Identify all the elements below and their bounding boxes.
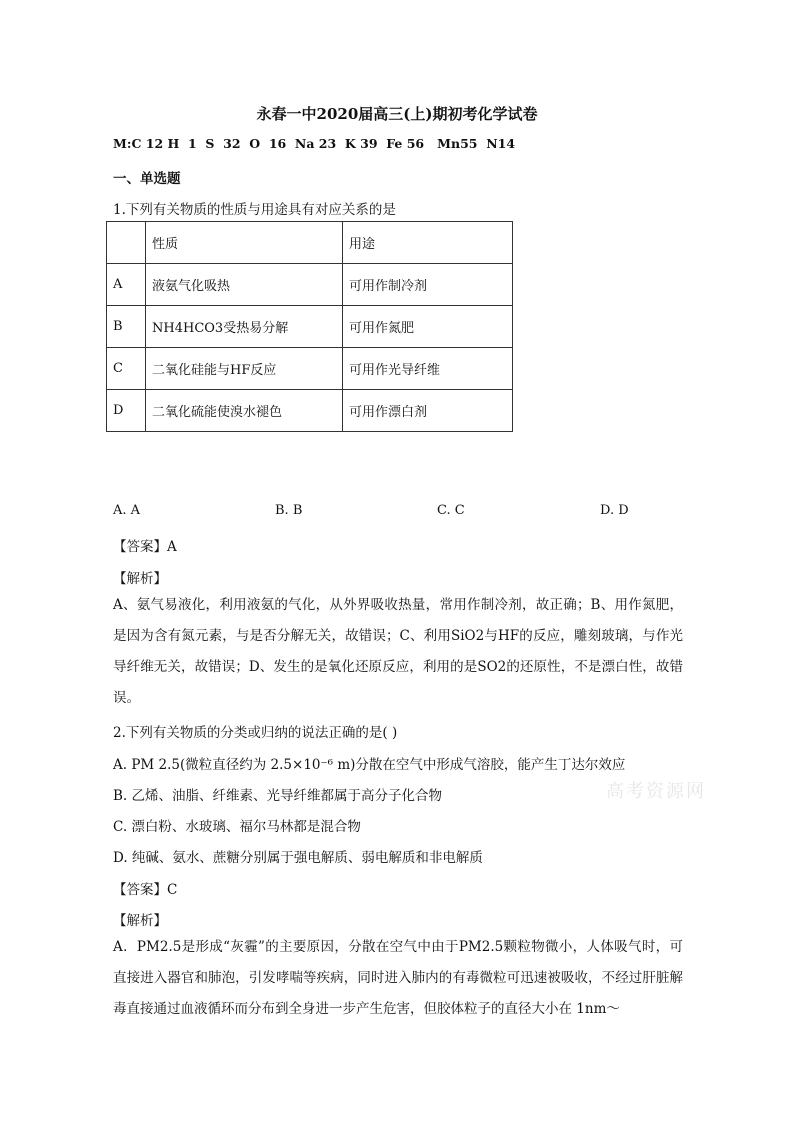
table-header-cell: 性质 — [146, 222, 343, 264]
q1-stem: 1.下列有关物质的性质与用途具有对应关系的是 — [113, 202, 396, 218]
row-label: A — [107, 264, 146, 306]
row-label: C — [107, 348, 146, 390]
table-header-cell: 用途 — [343, 222, 513, 264]
q2-option-c: C. 漂白粉、水玻璃、福尔马林都是混合物 — [113, 819, 361, 835]
row-use: 可用作氮肥 — [343, 306, 513, 348]
table-row — [107, 264, 513, 306]
atomic-masses: M:C 12 H 1 S 32 O 16 Na 23 K 39 Fe 56 Mn55 N14 — [113, 136, 516, 151]
q2-option-d: D. 纯碱、氨水、蔗糖分别属于强电解质、弱电解质和非电解质 — [113, 850, 483, 866]
q2-analysis — [113, 932, 683, 1025]
q2-analysis-text: A．PM2.5是形成“灰霾”的主要原因，分散在空气中由于PM2.5颗粒物微小，人体吸气时，可直接进入器官和肺泡，引发哮喘等疾病，同时进入肺内的有毒微粒可迅速被吸收，不经过肝脏解毒直接通过血液循环而分布到全身进一步产生危害，但胶体粒子的直径大小在 1nm～ — [113, 939, 683, 1017]
q2-analysis-label: 【解析】 — [113, 913, 167, 929]
q1-table — [106, 221, 513, 432]
q1-answer: 【答案】A — [113, 539, 177, 555]
row-use: 可用作漂白剂 — [343, 390, 513, 432]
row-property: 液氨气化吸热 — [146, 264, 343, 306]
q1-option-b: B. B — [275, 503, 303, 518]
row-property: 二氧化硅能与HF反应 — [146, 348, 343, 390]
table-header-row — [107, 222, 513, 264]
q2-stem: 2.下列有关物质的分类或归纳的说法正确的是( ) — [113, 725, 398, 741]
q1-option-c: C. C — [437, 503, 465, 518]
q1-analysis-label: 【解析】 — [113, 571, 167, 587]
table-row — [107, 390, 513, 432]
q1-analysis-text: A、氨气易液化，利用液氨的气化，从外界吸收热量，常用作制冷剂，故正确；B、用作氮肥，是因为含有氮元素，与是否分解无关，故错误；C、利用SiO2与HF的反应，雕刻玻璃，与作光导纤维无关，故错误；D、发生的是氧化还原反应，利用的是SO2的还原性，不是漂白性，故错误。 — [113, 597, 683, 706]
row-label: B — [107, 306, 146, 348]
row-use: 可用作光导纤维 — [343, 348, 513, 390]
q1-option-d: D. D — [600, 503, 629, 518]
watermark: 高考资源网 — [606, 781, 706, 802]
q1-option-a: A. A — [113, 503, 141, 518]
row-use: 可用作制冷剂 — [343, 264, 513, 306]
table-row — [107, 306, 513, 348]
table-row — [107, 348, 513, 390]
row-property: NH4HCO3受热易分解 — [146, 306, 343, 348]
q2-option-b: B. 乙烯、油脂、纤维素、光导纤维都属于高分子化合物 — [113, 788, 443, 804]
row-label: D — [107, 390, 146, 432]
q2-option-a: A. PM 2.5(微粒直径约为 2.5×10⁻⁶ m)分散在空气中形成气溶胶，能产生丁达尔效应 — [113, 757, 626, 773]
section-heading: 一、单选题 — [113, 171, 181, 187]
exam-title: 永春一中2020届高三(上)期初考化学试卷 — [256, 105, 538, 123]
q1-analysis — [113, 590, 683, 714]
table-header-cell — [107, 222, 146, 264]
q2-answer: 【答案】C — [113, 882, 178, 898]
row-property: 二氧化硫能使溴水褪色 — [146, 390, 343, 432]
